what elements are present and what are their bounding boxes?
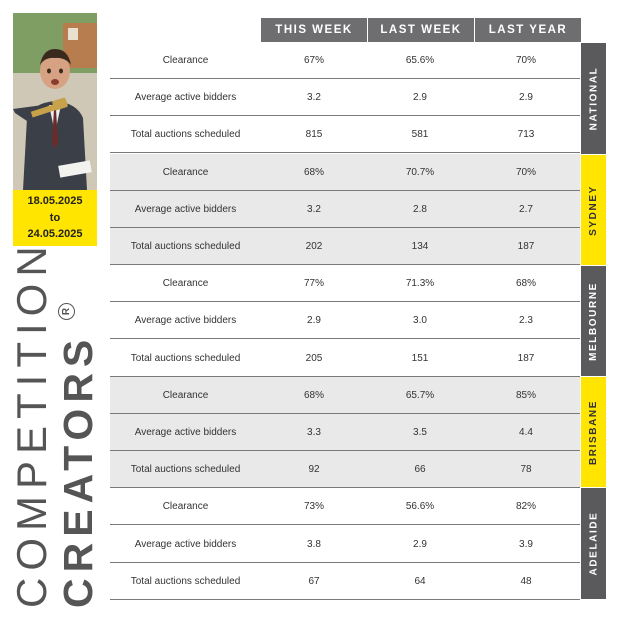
cell-last-week: 66 [414,463,426,475]
table-row [110,563,580,600]
cell-last-week: 2.8 [413,203,427,215]
cell-last-year: 70% [515,54,536,66]
cell-last-week: 2.9 [413,91,427,103]
cell-last-week: 3.5 [413,426,427,438]
cell-last-year: 187 [517,240,535,252]
region-label: NATIONAL [588,66,599,131]
table-row [110,451,580,488]
row-label: Average active bidders [134,203,237,215]
cell-this-week: 67% [303,54,324,66]
cell-this-week: 67 [308,575,320,587]
cell-last-week: 65.7% [405,389,435,401]
table-row [110,265,580,302]
row-label: Average active bidders [134,91,237,103]
cell-this-week: 3.3 [307,426,321,438]
row-label: Total auctions scheduled [130,575,241,587]
row-label: Total auctions scheduled [130,240,241,252]
header-last-year: LAST YEAR [475,18,581,42]
cell-last-week: 56.6% [405,500,435,512]
region-label: ADELAIDE [588,511,600,576]
table-row [110,340,580,377]
cell-last-year: 68% [515,277,536,289]
date-to-word: to [49,211,61,224]
table-row [110,154,580,191]
cell-last-week: 134 [411,240,429,252]
cell-last-year: 713 [517,128,535,140]
row-label: Clearance [162,277,209,289]
cell-last-week: 581 [411,128,429,140]
cell-this-week: 68% [303,166,324,178]
cell-last-year: 48 [520,575,532,587]
cell-last-year: 2.9 [519,91,533,103]
cell-last-week: 64 [414,575,426,587]
cell-this-week: 77% [303,277,324,289]
region-tab-adelaide [581,488,606,599]
row-label: Average active bidders [134,314,237,326]
cell-last-week: 151 [411,352,429,364]
cell-last-week: 3.0 [413,314,427,326]
cell-this-week: 2.9 [307,314,321,326]
cell-last-year: 82% [515,500,536,512]
cell-this-week: 815 [305,128,323,140]
table-row [110,488,580,525]
cell-this-week: 92 [308,463,320,475]
cell-this-week: 205 [305,352,323,364]
brand-line-competition: COMPETITION [8,239,55,608]
cell-last-year: 2.3 [519,314,533,326]
region-tab-brisbane [581,377,606,487]
region-label: SYDNEY [588,184,600,236]
date-to: 24.05.2025 [27,228,83,240]
table-row [110,414,580,451]
table-row [110,377,580,414]
cell-last-year: 4.4 [519,426,533,438]
cell-this-week: 73% [303,500,324,512]
table-row [110,302,580,339]
cell-last-week: 2.9 [413,538,427,550]
brand-logo [8,239,102,608]
row-label: Total auctions scheduled [130,352,241,364]
table-row [110,526,580,563]
cell-last-year: 70% [515,166,536,178]
header-this-week: THIS WEEK [261,18,367,42]
region-tab-sydney [581,155,606,265]
date-from: 18.05.2025 [27,195,83,207]
registered-mark-icon: R [58,303,75,320]
cell-this-week: 3.8 [307,538,321,550]
cell-last-year: 3.9 [519,538,533,550]
auctioneer-photo [13,13,97,190]
row-label: Clearance [162,389,209,401]
cell-last-week: 65.6% [405,54,435,66]
cell-last-year: 187 [517,352,535,364]
cell-this-week: 3.2 [307,203,321,215]
cell-this-week: 202 [305,240,323,252]
row-label: Clearance [162,166,209,178]
row-label: Clearance [162,500,209,512]
region-tab-national [581,43,606,154]
cell-this-week: 68% [303,389,324,401]
row-label: Average active bidders [134,538,237,550]
cell-last-year: 78 [520,463,532,475]
table-row [110,116,580,153]
cell-this-week: 3.2 [307,91,321,103]
table-row [110,191,580,228]
region-label: BRISBANE [588,399,599,465]
row-label: Average active bidders [134,426,237,438]
cell-last-week: 71.3% [405,277,435,289]
table-row [110,42,580,79]
table-row [110,79,580,116]
date-range-badge [13,190,97,246]
cell-last-week: 70.7% [405,166,435,178]
table-row [110,228,580,265]
region-label: MELBOURNE [588,281,599,361]
region-tab-melbourne [581,266,606,376]
row-label: Total auctions scheduled [130,463,241,475]
header-last-week: LAST WEEK [368,18,474,42]
cell-last-year: 2.7 [519,203,533,215]
cell-last-year: 85% [515,389,536,401]
brand-line-creators: CREATORS [55,333,101,608]
row-label: Clearance [162,54,209,66]
row-label: Total auctions scheduled [130,128,241,140]
